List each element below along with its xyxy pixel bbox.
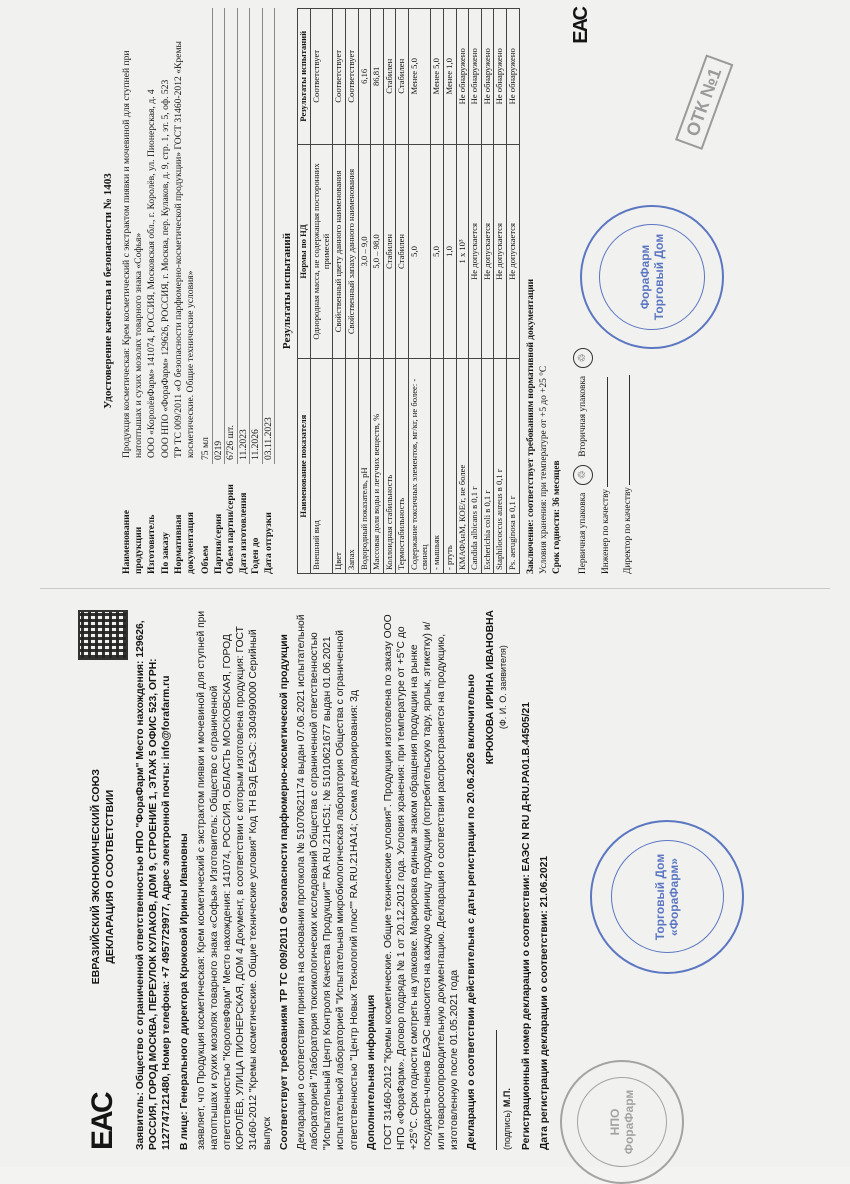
basis-text: Декларация о соответствии принята на основании протокола № 51070621174 выдан 07.06.2021 испытательной лабораторией "Лаборатория токсикологических исследований Общества с ограниченной ответственностью "Испытательный Центр Контроля Качества Продукции"" RA.RU.21НС51; № 51010621677 выдан 01.06.2021 испытательной лабораторией "Испытательная микробиологическая лаборатория Общества с ограниченной ответственностью "Центр Новых Технологий плюс"" RA.RU.21НА14; Схема декларирования: 3д (295, 614, 360, 1150)
quality-engineer-label: Инженер по качеству (601, 489, 612, 574)
table-cell-name: Запах (345, 359, 358, 574)
table-cell-norm: 5,0 (431, 144, 444, 359)
table-cell-result: Менее 5,0 (409, 9, 431, 145)
column-header: Результаты испытаний (298, 9, 311, 145)
detail-key: Партия/серия (212, 513, 224, 574)
table-row (333, 9, 346, 574)
field-key: Нормативная документация (173, 512, 196, 574)
table-cell-name: - мышьяк (431, 359, 444, 574)
qr-code-icon (78, 610, 128, 660)
recycle-icon: ♲ (573, 465, 593, 485)
declaration-title-block (89, 674, 117, 1079)
certificate-seal-stamp (580, 205, 724, 349)
quality-certificate (96, 2, 633, 580)
validity-text: Декларация о соответствии действительна с даты регистрации по 20.06.2026 включительно (465, 674, 477, 1150)
certificate-fields (121, 8, 196, 574)
packaging-primary-label: Первичная упаковка (577, 492, 588, 574)
table-cell-result: Менее 5,0 (431, 9, 444, 145)
table-cell-result: Менее 1,0 (443, 9, 456, 145)
field-value: Продукция косметическая: Крем косметический с экстрактом пиявки и мочевиной для ступней при натоптышах и сухих мозолях товарного знака «Софья» (121, 50, 144, 458)
table-cell-norm: Однородная масса, не содержащая посторонних примесей (311, 144, 333, 359)
applicant-text: Заявитель: Общество с ограниченной ответственностью НПО "ФораФарм" Место нахождения: 129626, РОССИЯ, ГОРОД МОСКВА, ПЕРЕУЛОК КУЛАКОВ, ДОМ 9, СТРОЕНИЕ 1, ЭТАЖ 5 ОФИС 523, ОГРН: 1127747121480, Номер телефона: +7 4957729977, Адрес электронной почты: info@forafarm.ru (135, 620, 173, 1150)
table-row (383, 9, 396, 574)
certificate-stamp-text: ФораФарм Торговый Дом (638, 233, 666, 321)
table-cell-name: Содержание токсичных элементов, мг/кг, не более: - свинец (409, 359, 431, 574)
declares-text: заявляет, что Продукция косметическая: Крем косметический с экстрактом пиявки и мочевиной для ступней при натоптышах и сухих мозолях товарного знака «Софья» Изготовитель: Общество с ограниченной ответственностью "КоролевФарм" Место нахождения: 141074, РОССИЯ, ОБЛАСТЬ МОСКОВСКАЯ, ГОРОД КОРОЛЁВ, УЛИЦА ПИОНЕРСКАЯ, ДОМ 4 Документ, в соответствии с которым изготовлена продукция: ГОСТ 31460-2012 "Кремы косметические. Общие технические условия" Код ТН ВЭД ЕАЭС: 3304990000 Серийный выпуск (195, 610, 273, 1150)
quality-director-label: Директор по качеству (622, 487, 633, 574)
table-cell-name: Коллоидная стабильность (383, 359, 396, 574)
declaration-title: ДЕКЛАРАЦИЯ О СООТВЕТСТВИИ (104, 789, 116, 964)
signature-line (607, 377, 608, 487)
signature-caption: (подпись) (502, 1109, 513, 1150)
detail-value: 03.11.2023 (263, 8, 276, 464)
declaration-header (78, 610, 128, 1150)
signer-name: КРЮКОВА ИРИНА ИВАНОВНА (485, 610, 497, 765)
table-cell-result: 6,16 (358, 9, 371, 145)
table-cell-result: Стабилен (383, 9, 396, 145)
mp-label: М.П. (502, 1088, 513, 1108)
table-cell-norm: Не допускается (507, 144, 520, 359)
table-cell-result: Соответствует (333, 9, 346, 145)
table-cell-name: Escherichia coli в 0,1 г (481, 359, 494, 574)
table-row (371, 9, 384, 574)
table-cell-name: Термостабильность (396, 359, 409, 574)
table-cell-norm: 5,0 – 98,0 (371, 144, 384, 359)
detail-value: 0219 (213, 8, 226, 464)
table-cell-result: Не обнаружено (507, 9, 520, 145)
table-row (456, 9, 469, 574)
packaging-icons (573, 348, 593, 574)
table-cell-norm: Не допускается (469, 144, 482, 359)
table-cell-result: Не обнаружено (469, 9, 482, 145)
table-cell-result: 86,81 (371, 9, 384, 145)
table-row (469, 9, 482, 574)
detail-key: Объем партии/серии (225, 484, 237, 574)
field-key: Наименование продукции (121, 510, 144, 574)
detail-value: 75 мл (200, 8, 213, 464)
signature-line (484, 1030, 497, 1150)
field-value: ООО «КоролёвФарм» 141074, РОССИЯ, Московская обл., г. Королёв, ул. Пионерская, д. 4 (146, 89, 158, 458)
eac-logo: ЕАС (85, 1093, 119, 1150)
person-text: В лице: Генерального директора Крюковой Ирины Ивановны (178, 833, 190, 1150)
table-cell-result: Не обнаружено (481, 9, 494, 145)
additional-title: Дополнительная информация (365, 994, 377, 1150)
table-cell-norm: Стабилен (396, 144, 409, 359)
table-cell-name: Candida albicans в 0,1 г (469, 359, 482, 574)
batch-details (200, 8, 275, 574)
detail-key: Дата изготовления (237, 492, 249, 574)
certificate-title: Удостоверение качества и безопасности № 1403 (102, 173, 114, 409)
detail-key: Годен до (250, 537, 262, 574)
results-title: Результаты испытаний (281, 232, 294, 350)
table-cell-name: Массовая доля воды и летучих веществ, % (371, 359, 384, 574)
table-cell-name: Внешний вид (311, 359, 333, 574)
eac-logo: ЕАС (570, 8, 593, 44)
shelf-life-text: Срок годности: 36 месяцев (552, 460, 563, 574)
table-cell-norm: Стабилен (383, 144, 396, 359)
table-cell-norm: 1,0 (443, 144, 456, 359)
column-header: Нормы по НД (298, 144, 311, 359)
registration-number: Регистрационный номер декларации о соответствии: ЕАЭС N RU Д-RU.PA01.B.44505/21 (521, 702, 533, 1150)
conforms-text: Соответствует требованиям ТР ТС 009/2011 О безопасности парфюмерно-косметической продукции (278, 634, 290, 1150)
table-cell-name: Цвет (333, 359, 346, 574)
field-key: Изготовитель (146, 514, 158, 574)
signature-line (629, 375, 630, 485)
otk-stamp: ОТК №1 (675, 54, 733, 149)
table-row (409, 9, 431, 574)
table-row (358, 9, 371, 574)
table-cell-result: Не обнаружено (494, 9, 507, 145)
storage-text: Условия хранения: при температуре от +5 до +25 °С (538, 365, 549, 574)
table-row (345, 9, 358, 574)
page-fold (40, 588, 830, 589)
detail-value: 6726 шт. (225, 8, 238, 464)
table-row (507, 9, 520, 574)
table-row (494, 9, 507, 574)
table-cell-result: Соответствует (345, 9, 358, 145)
grey-seal-stamp (560, 1060, 684, 1184)
table-row (443, 9, 456, 574)
union-name: ЕВРАЗИЙСКИЙ ЭКОНОМИЧЕСКИЙ СОЮЗ (89, 769, 102, 985)
recycle-icon: ♲ (573, 348, 593, 368)
applicant-seal-stamp (590, 820, 744, 974)
table-row (396, 9, 409, 574)
detail-key: Дата отгрузки (262, 512, 274, 574)
table-cell-norm: Не допускается (481, 144, 494, 359)
table-cell-norm: Свойственный цвету данного наименования (333, 144, 346, 359)
table-cell-norm: 5,0 (409, 144, 431, 359)
conclusion-text: Заключение: соответствует требованиям нормативной документации (525, 278, 536, 574)
additional-text: ГОСТ 31460-2012 "Кремы косметические. Общие технические условия". Продукция изготовлена по заказу ООО НПО «ФораФарм». Договор подряда № 1 от 20.12.2012 года. Условия хранения: при температуре от +5°С до +25°С. Срок годности смотреть на упаковке. Маркировка единым знаком обращения продукции на рынке государств-членов ЕАЭС наносится на каждую единицу продукции (потребительскую тару, ярлык, этикетку) и/или товаросопроводительную документацию. Декларация о соответствии распространяется на продукцию, изготовленную после 01.05.2021 года (382, 614, 460, 1150)
column-header: Наименование показателя (298, 359, 311, 574)
table-row (481, 9, 494, 574)
table-cell-result: Соответствует (311, 9, 333, 145)
results-body (311, 9, 520, 574)
table-cell-norm: Не допускается (494, 144, 507, 359)
field-value: ТР ТС 009/2011 «О безопасности парфюмерно-косметической продукции» ГОСТ 31460-2012 «Кремы косметические. Общие технические условия» (173, 41, 196, 458)
table-cell-name: Ps. aeruginosa в 0,1 г (507, 359, 520, 574)
packaging-secondary-label: Вторичная упаковка (577, 375, 588, 457)
table-cell-norm: 3,0 – 9,0 (358, 144, 371, 359)
detail-key: Объем (200, 545, 212, 574)
table-cell-name: КМАФАнМ, КОЕ/г, не более (456, 359, 469, 574)
signature-row (484, 610, 514, 1150)
table-cell-result: Стабилен (396, 9, 409, 145)
results-table (297, 8, 519, 574)
table-row (431, 9, 444, 574)
table-row (311, 9, 333, 574)
table-cell-name: - ртуть (443, 359, 456, 574)
table-header-row (298, 9, 311, 574)
table-cell-norm: 1 х 10³ (456, 144, 469, 359)
field-value: ООО НПО «ФораФарм» 129626, РОССИЯ, г. Москва, пер. Кулаков, д. 9, стр. 1, эт. 5, оф. 523 (159, 79, 171, 458)
table-cell-name: Водородный показатель, pH (358, 359, 371, 574)
table-cell-norm: Свойственный запаху данного наименования (345, 144, 358, 359)
detail-value: 11.2026 (250, 8, 263, 464)
applicant-stamp-text: Торговый Дом «ФораФарм» (653, 853, 681, 941)
detail-value: 11.2023 (238, 8, 251, 464)
fio-caption: (Ф. И. О. заявителя) (498, 645, 509, 730)
table-cell-result: Не обнаружено (456, 9, 469, 145)
declaration-of-conformity (70, 600, 550, 1160)
registration-date: Дата регистрации декларации о соответствии: 21.06.2021 (538, 855, 550, 1150)
table-cell-name: Staphilococcus aureus в 0,1 г (494, 359, 507, 574)
field-key: По заказу (159, 532, 171, 574)
grey-stamp-text: НПО ФораФарм (607, 1089, 636, 1155)
